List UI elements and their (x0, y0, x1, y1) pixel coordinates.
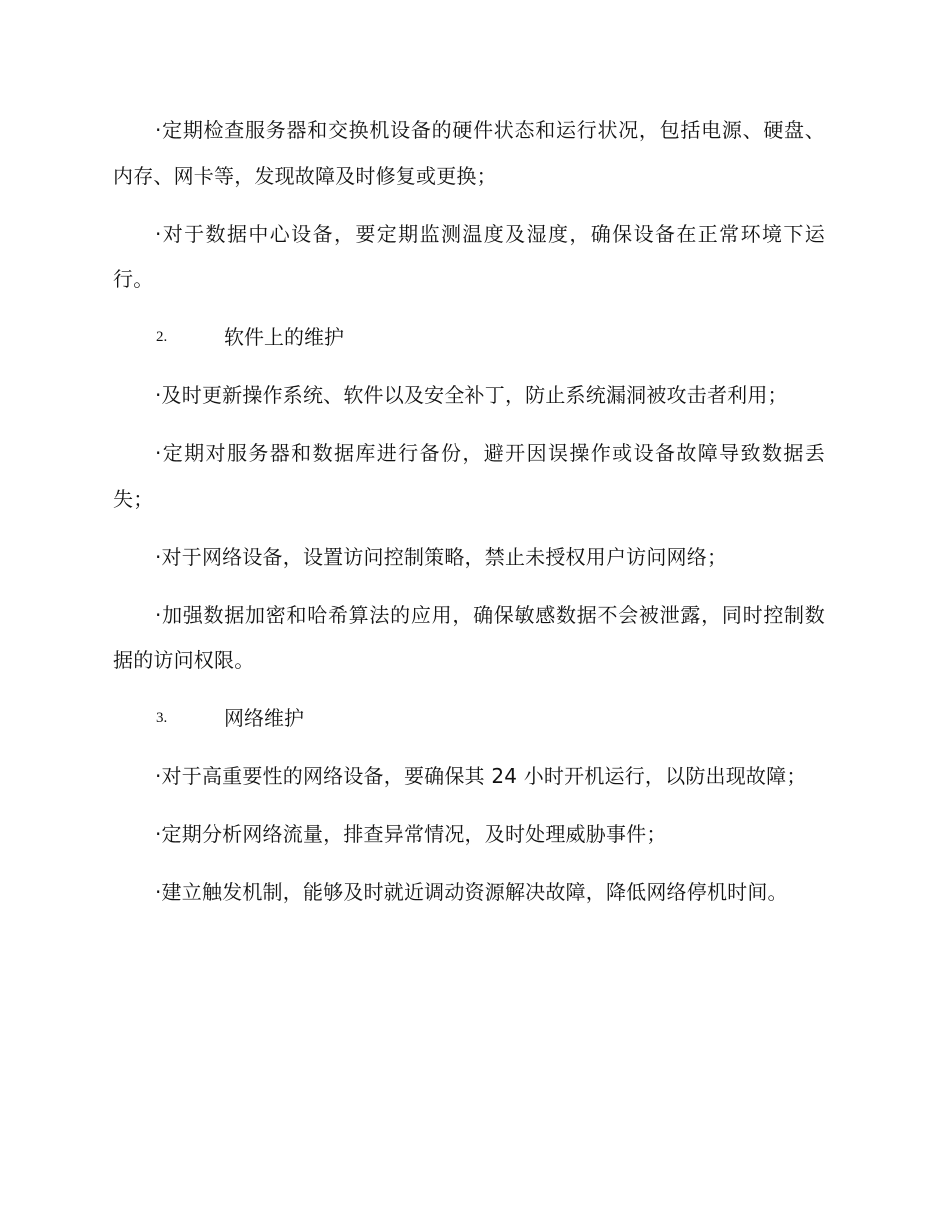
section-title: 网络维护 (224, 706, 304, 730)
bullet-paragraph: ·建立触发机制，能够及时就近调动资源解决故障，降低网络停机时间。 (155, 880, 788, 904)
bullet-paragraph: ·加强数据加密和哈希算法的应用，确保敏感数据不会被泄露，同时控制数据的访问权限。 (113, 602, 825, 672)
bullet-paragraph: ·定期分析网络流量，排查异常情况，及时处理威胁事件； (155, 822, 667, 846)
bullet-paragraph: ·及时更新操作系统、软件以及安全补丁，防止系统漏洞被攻击者利用； (155, 383, 788, 407)
bullet-paragraph: ·对于高重要性的网络设备，要确保其 24 小时开机运行，以防出现故障； (155, 764, 807, 788)
section-heading (113, 315, 825, 361)
bullet-paragraph: ·对于网络设备，设置访问控制策略，禁止未授权用户访问网络； (155, 544, 728, 569)
section-title: 软件上的维护 (224, 325, 344, 349)
bullet-paragraph: ·对于数据中心设备，要定期监测温度及湿度，确保设备在正常环境下运行。 (113, 221, 825, 291)
section-heading (113, 696, 825, 742)
bullet-paragraph: ·定期对服务器和数据库进行备份，避开因误操作或设备故障导致数据丢失； (113, 441, 825, 511)
document-body (113, 108, 825, 928)
section-number: 2. (156, 329, 168, 345)
section-number: 3. (156, 710, 168, 726)
bullet-paragraph: ·定期检查服务器和交换机设备的硬件状态和运行状况，包括电源、硬盘、内存、网卡等，发现故障及时修复或更换； (113, 118, 825, 188)
